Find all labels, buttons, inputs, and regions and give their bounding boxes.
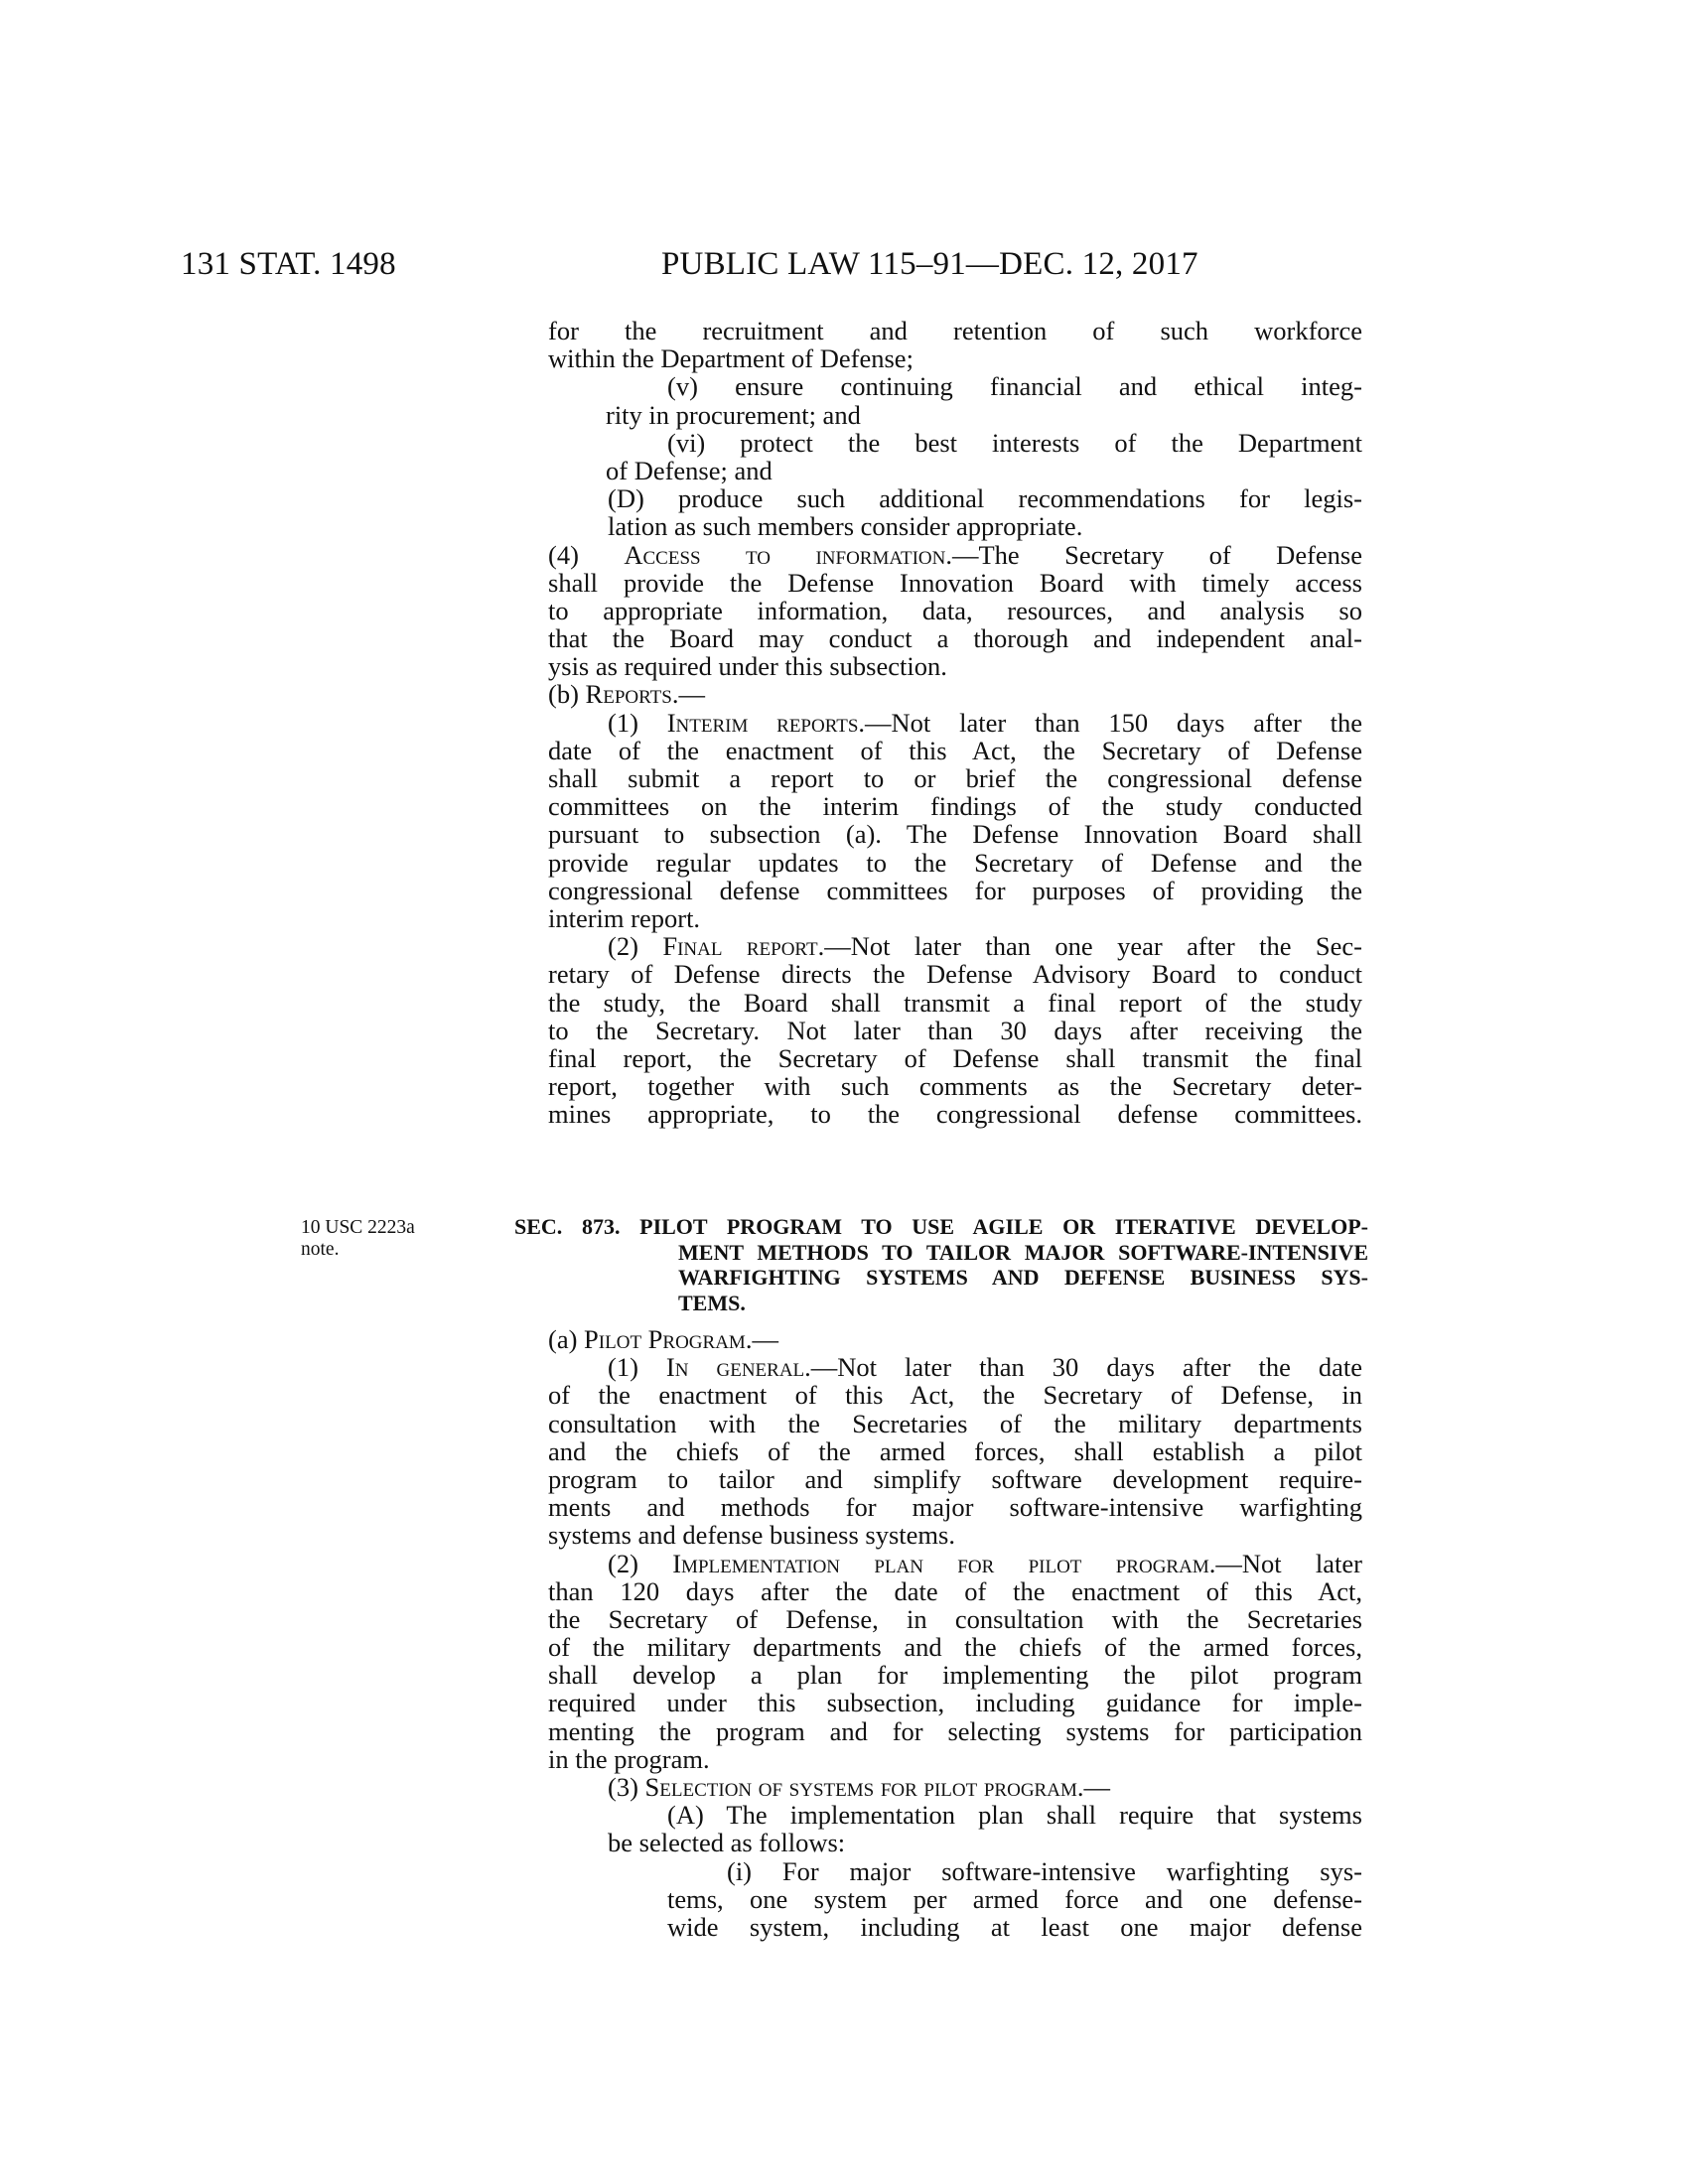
section-heading-line: SEC. 873. PILOT PROGRAM TO USE AGILE OR ITERATIVE DEVELOP- xyxy=(514,1214,1368,1239)
section-heading xyxy=(514,1214,1368,1315)
text-line: the Secretary of Defense, in consultation with the Secretaries xyxy=(548,1603,1362,1634)
text-line: lation as such members consider appropriate. xyxy=(608,511,1083,542)
text-line: for the recruitment and retention of such workforce xyxy=(548,316,1362,345)
text-line: systems and defense business systems. xyxy=(548,1520,955,1551)
paragraph-3-heading-line: (3) Selection of systems for pilot program.— xyxy=(608,1772,1110,1802)
paragraph-1-heading-line: (1) Interim reports.—Not later than 150 days after the xyxy=(608,707,1362,738)
text-line: in the program. xyxy=(548,1743,710,1774)
text-line: that the Board may conduct a thorough and independent anal- xyxy=(548,623,1362,654)
text-line: retary of Defense directs the Defense Advisory Board to conduct xyxy=(548,959,1362,990)
text-line: (v) ensure continuing financial and ethical integ- xyxy=(667,371,1362,402)
section-heading-line: MENT METHODS TO TAILOR MAJOR SOFTWARE-INTENSIVE xyxy=(678,1239,1368,1265)
text-line: date of the enactment of this Act, the Secretary of Defense xyxy=(548,735,1362,765)
subsection-b-heading: (b) Reports.— xyxy=(548,679,705,710)
text-line: program to tailor and simplify software development require- xyxy=(548,1463,1362,1494)
text-line: ments and methods for major software-intensive warfighting xyxy=(548,1492,1362,1523)
text-line: (vi) protect the best interests of the Department xyxy=(667,427,1362,458)
text-block-section-873 xyxy=(548,1325,1362,1941)
page-stat-citation: 131 STAT. 1498 xyxy=(181,246,396,282)
paragraph-4-heading-line: (4) Access to information.—The Secretary of Defense xyxy=(548,539,1362,570)
section-heading-line: WARFIGHTING SYSTEMS AND DEFENSE BUSINESS SYS- xyxy=(678,1265,1368,1290)
text-line: of the enactment of this Act, the Secretary of Defense, in xyxy=(548,1380,1362,1411)
text-line: congressional defense committees for purposes of providing the xyxy=(548,875,1362,905)
text-line: interim report. xyxy=(548,902,701,933)
text-line: (D) produce such additional recommendations for legis- xyxy=(608,483,1362,514)
text-line: report, together with such comments as the Secretary deter- xyxy=(548,1071,1362,1102)
text-line: final report, the Secretary of Defense shall transmit the final xyxy=(548,1042,1362,1073)
page-running-head: PUBLIC LAW 115–91—DEC. 12, 2017 xyxy=(661,246,1198,282)
text-line: of Defense; and xyxy=(606,455,773,485)
clause-i-line: (i) For major software-intensive warfighting sys- xyxy=(727,1855,1362,1886)
text-line: than 120 days after the date of the enactment of this Act, xyxy=(548,1575,1362,1606)
text-line: within the Department of Defense; xyxy=(548,343,914,374)
text-line: shall develop a plan for implementing the pilot program xyxy=(548,1660,1362,1691)
margin-note-citation: 10 USC 2223a xyxy=(301,1217,415,1238)
subparagraph-A-line: (A) The implementation plan shall require that systems xyxy=(667,1800,1362,1831)
text-line: consultation with the Secretaries of the military departments xyxy=(548,1408,1362,1438)
text-line: to the Secretary. Not later than 30 days after receiving the xyxy=(548,1015,1362,1045)
text-line: to appropriate information, data, resources, and analysis so xyxy=(548,595,1362,625)
paragraph-2-heading-line: (2) Implementation plan for pilot program.—Not later xyxy=(608,1548,1362,1578)
margin-note xyxy=(301,1217,415,1261)
text-line: the study, the Board shall transmit a final report of the study xyxy=(548,987,1362,1018)
text-line: committees on the interim findings of the study conducted xyxy=(548,791,1362,822)
text-line: and the chiefs of the armed forces, shall establish a pilot xyxy=(548,1435,1362,1466)
text-block-continuation xyxy=(548,317,1362,1128)
text-line: pursuant to subsection (a). The Defense Innovation Board shall xyxy=(548,819,1362,850)
text-line: provide regular updates to the Secretary of Defense and the xyxy=(548,847,1362,878)
text-line: ysis as required under this subsection. xyxy=(548,651,947,682)
paragraph-1-heading-line: (1) In general.—Not later than 30 days after the date xyxy=(608,1352,1362,1383)
text-line: mines appropriate, to the congressional defense committees. xyxy=(548,1099,1362,1130)
subsection-a-heading: (a) Pilot Program.— xyxy=(548,1324,778,1354)
section-heading-line: TEMS. xyxy=(678,1290,746,1315)
text-line: be selected as follows: xyxy=(608,1828,846,1858)
text-line: of the military departments and the chiefs of the armed forces, xyxy=(548,1632,1362,1663)
paragraph-2-heading-line: (2) Final report.—Not later than one year after the Sec- xyxy=(608,931,1362,962)
margin-note-label: note. xyxy=(301,1239,340,1260)
text-line: required under this subsection, including guidance for imple- xyxy=(548,1688,1362,1718)
text-line: shall submit a report to or brief the congressional defense xyxy=(548,763,1362,793)
text-line: shall provide the Defense Innovation Board with timely access xyxy=(548,567,1362,598)
text-line: wide system, including at least one major defense xyxy=(667,1911,1362,1942)
text-line: rity in procurement; and xyxy=(606,399,861,430)
text-line: menting the program and for selecting systems for participation xyxy=(548,1715,1362,1746)
text-line: tems, one system per armed force and one defense- xyxy=(667,1883,1362,1914)
